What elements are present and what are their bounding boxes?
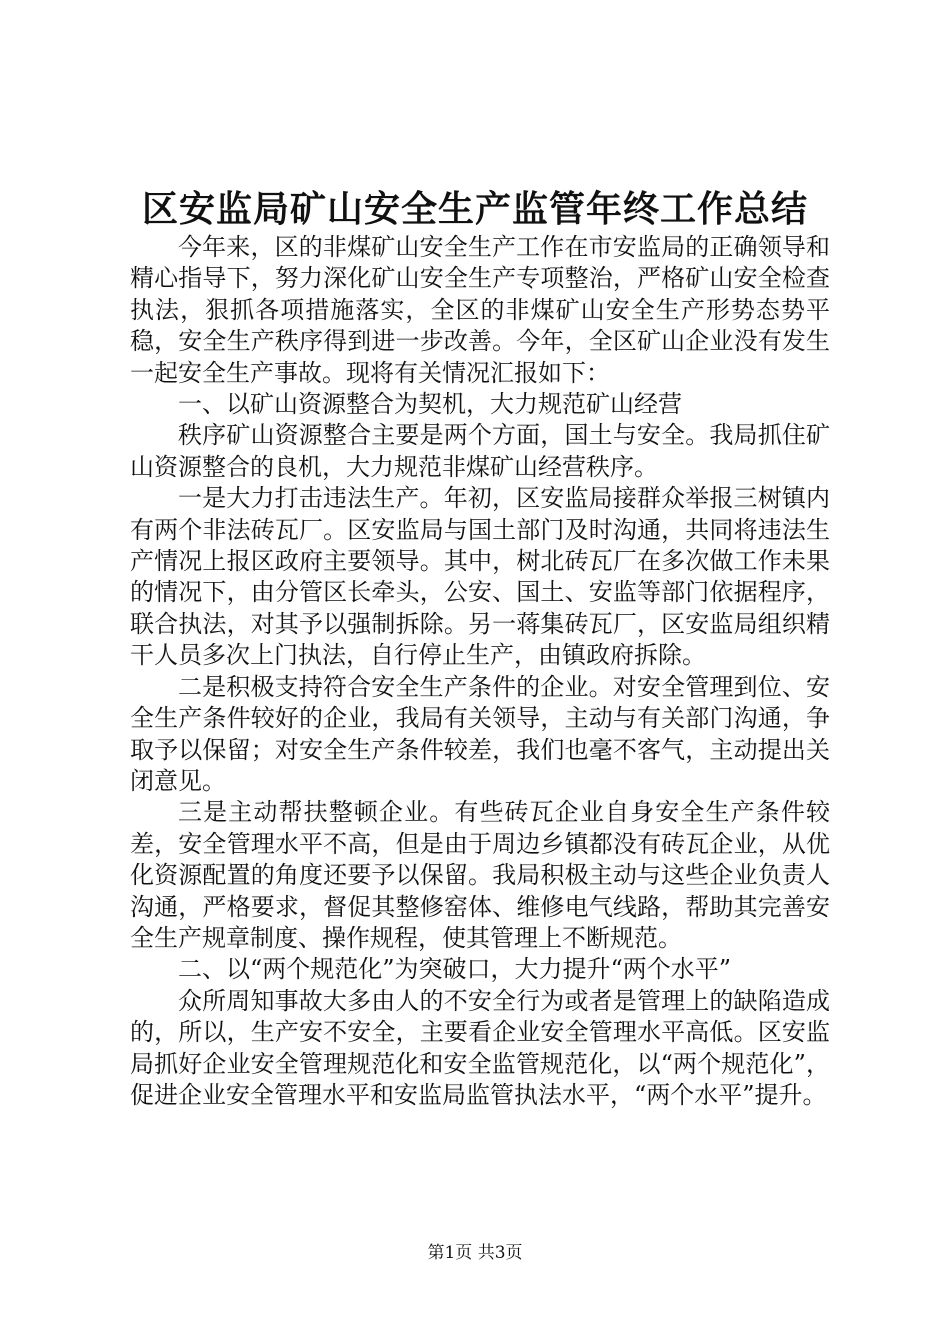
paragraph-point-3: 三是主动帮扶整顿企业。有些砖瓦企业自身安全生产条件较差，安全管理水平不高，但是由于周边乡镇都没有砖瓦企业，从优化资源配置的角度还要予以保留。我局积极主动与这些企业负责人沟通，严格要求，督促其整修窑体、维修电气线路，帮助其完善安全生产规章制度、操作规程，使其管理上不断规范。	[130, 798, 830, 952]
paragraph-section-2-intro: 众所周知事故大多由人的不安全行为或者是管理上的缺陷造成的，所以，生产安不安全，主要看企业安全管理水平高低。区安监局抓好企业安全管理规范化和安全监管规范化，以“两个规范化”，促进企业安全管理水平和安监局监管执法水平，“两个水平”提升。	[130, 986, 830, 1109]
page-number: 第1页 共3页	[427, 1243, 523, 1263]
paragraph-intro: 今年来，区的非煤矿山安全生产工作在市安监局的正确领导和精心指导下，努力深化矿山安全生产专项整治，严格矿山安全检查执法，狠抓各项措施落实，全区的非煤矿山安全生产形势态势平稳，安全生产秩序得到进一步改善。今年，全区矿山企业没有发生一起安全生产事故。现将有关情况汇报如下：	[130, 233, 830, 387]
section-heading-2: 二、以“两个规范化”为突破口，大力提升“两个水平”	[178, 955, 732, 984]
paragraph-section-1-intro: 秩序矿山资源整合主要是两个方面，国土与安全。我局抓住矿山资源整合的良机，大力规范非煤矿山经营秩序。	[130, 421, 830, 481]
paragraph-point-1: 一是大力打击违法生产。年初，区安监局接群众举报三树镇内有两个非法砖瓦厂。区安监局与国土部门及时沟通，共同将违法生产情况上报区政府主要领导。其中，树北砖瓦厂在多次做工作未果的情况下，由分管区长牵头，公安、国土、安监等部门依据程序，联合执法，对其予以强制拆除。另一蒋集砖瓦厂，区安监局组织精干人员多次上门执法，自行停止生产，由镇政府拆除。	[130, 484, 830, 670]
document-title: 区安监局矿山安全生产监管年终工作总结	[141, 188, 808, 230]
paragraph-point-2: 二是积极支持符合安全生产条件的企业。对安全管理到位、安全生产条件较好的企业，我局有关领导，主动与有关部门沟通，争取予以保留；对安全生产条件较差，我们也毫不客气，主动提出关闭意见。	[130, 672, 830, 795]
section-heading-1: 一、以矿山资源整合为契机，大力规范矿山经营	[178, 390, 682, 419]
document-body	[130, 232, 830, 1111]
